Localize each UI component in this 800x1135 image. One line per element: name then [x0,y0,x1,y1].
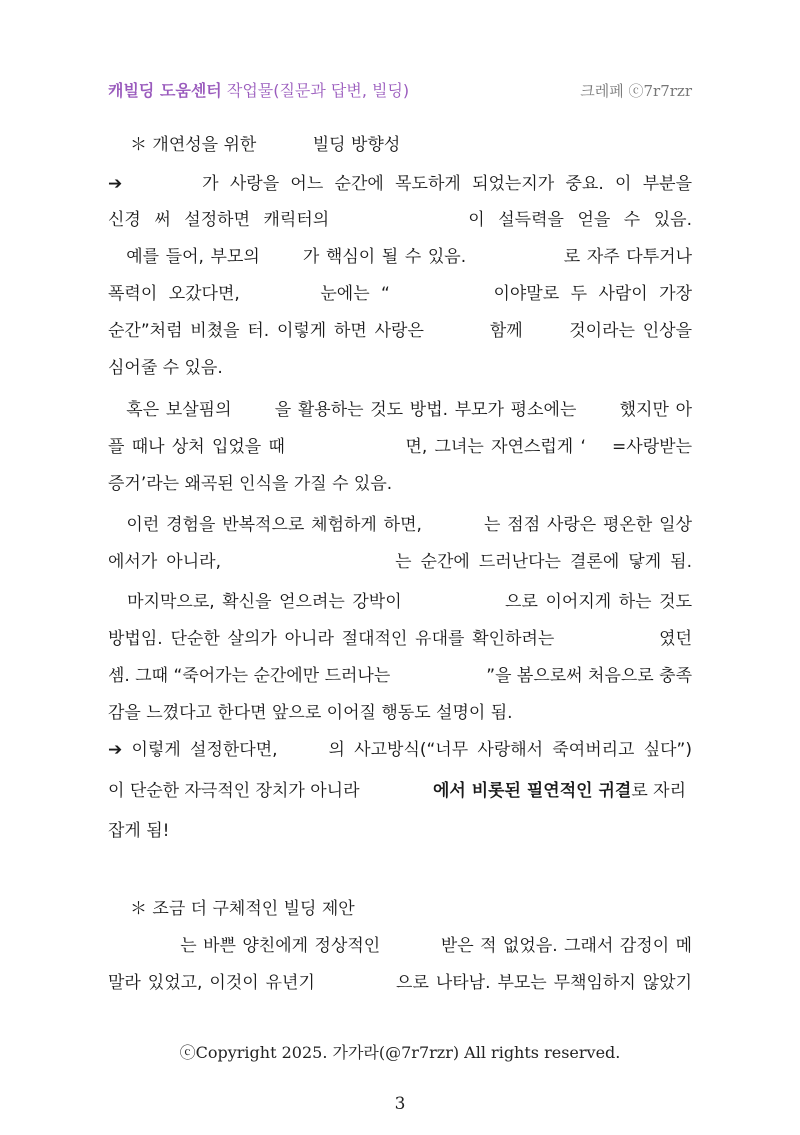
body-line: 심어줄 수 있음. [108,358,223,378]
body-line: 폭력이 오갔다면, 눈에는 “ 이야말로 두 사람이 가장 [108,284,692,304]
header-brand: 캐빌딩 도움센터 [108,81,222,100]
body-line: 말라 있었고, 이것이 유년기 으로 나타남. 부모는 무책임하지 않았기 [108,973,692,993]
body-line: 방법임. 단순한 살의가 아니라 절대적인 유대를 확인하려는 였던 [108,629,692,649]
header-credit: 크레페 ⓒ7r7rzr [580,82,692,100]
conclusion-bold-text: 에서 비롯된 필연적인 귀결 [432,781,632,801]
body-line: ➔ 이렇게 설정한다면, 의 사고방식(“너무 사랑해서 죽여버리고 싶다”) [108,740,692,760]
body-line: 에서가 아니라, 는 순간에 드러난다는 결론에 닿게 됨. [108,552,692,572]
body-line: 셈. 그때 “죽어가는 순간에만 드러나는 ”을 봄으로써 처음으로 충족 [108,666,692,686]
body-line: 예를 들어, 부모의 가 핵심이 될 수 있음. 로 자주 다투거나 [108,247,692,267]
section-heading: ＊ 개연성을 위한 빌딩 방향성 [130,135,401,155]
body-line: 는 바쁜 양친에게 정상적인 받은 적 없었음. 그래서 감정이 메 [108,936,692,956]
conclusion-text-start: 이 단순한 자극적인 장치가 아니라 [108,781,433,801]
copyright-notice: ⓒCopyright 2025. 가가라(@7r7rzr) All rights reserved. [179,1043,621,1062]
conclusion-text-end: 로 자리 [631,781,687,801]
page-number: 3 [394,1094,406,1114]
document-header-title [108,78,409,101]
body-line-conclusion [108,779,692,803]
body-line: 혹은 보살핌의 을 활용하는 것도 방법. 부모가 평소에는 했지만 아 [108,400,692,420]
body-line: ➔ 가 사랑을 어느 순간에 목도하게 되었는지가 중요. 이 부분을 [108,174,692,194]
body-line: 이런 경험을 반복적으로 체험하게 하면, 는 점점 사랑은 평온한 일상 [108,515,692,535]
section-heading: ＊ 조금 더 구체적인 빌딩 제안 [130,899,355,919]
header-subtitle: 작업물(질문과 답변, 빌딩) [226,81,410,100]
body-line: 감을 느꼈다고 한다면 앞으로 이어질 행동도 설명이 됨. [108,703,513,723]
body-line: 신경 써 설정하면 캐릭터의 이 설득력을 얻을 수 있음. [108,210,692,230]
body-line: 마지막으로, 확신을 얻으려는 강박이 으로 이어지게 하는 것도 [108,592,692,612]
body-line: 잡게 됨! [108,821,170,841]
body-line: 순간”처럼 비쳤을 터. 이렇게 하면 사랑은 함께 것이라는 인상을 [108,321,692,341]
body-line: 플 때나 상처 입었을 때 면, 그녀는 자연스럽게 ‘ =사랑받는 [108,437,692,457]
body-line: 증거’라는 왜곡된 인식을 가질 수 있음. [108,474,393,494]
